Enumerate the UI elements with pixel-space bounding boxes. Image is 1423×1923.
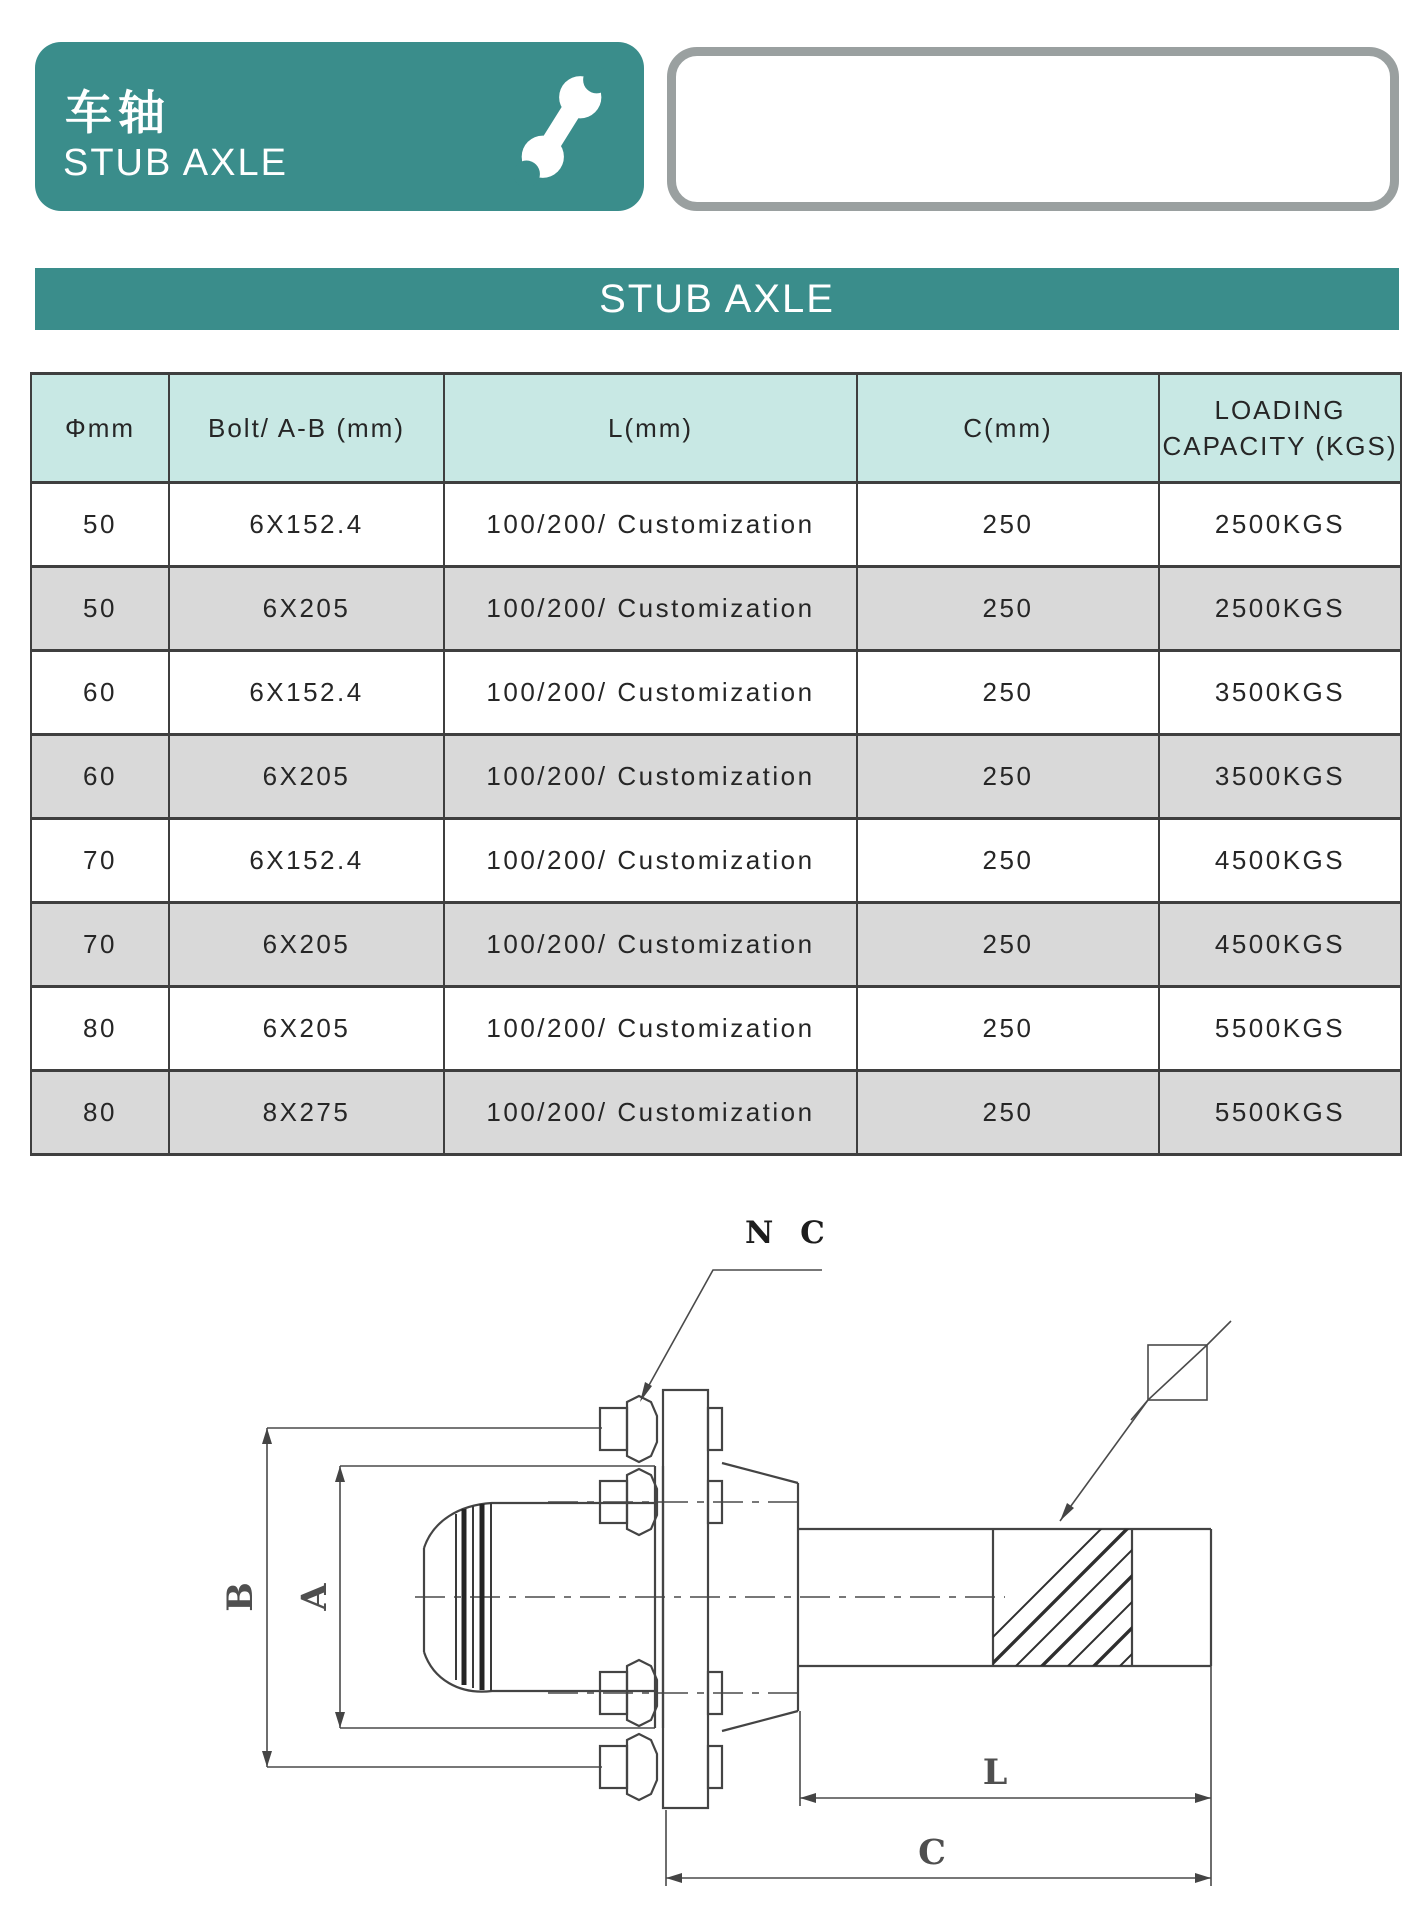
axle-section-hatch xyxy=(940,1510,1302,1690)
cell: 2500KGS xyxy=(1159,483,1401,567)
column-header-bolt: Bolt/ A-B (mm) xyxy=(169,374,444,483)
nc-label: N C xyxy=(745,1215,833,1251)
cell: 100/200/ Customization xyxy=(444,483,857,567)
wheel-stud-bottom xyxy=(600,1734,657,1800)
cell: 250 xyxy=(857,1071,1159,1155)
table-row xyxy=(31,567,1401,651)
product-title-zh: 车轴 xyxy=(65,86,171,139)
cell: 100/200/ Customization xyxy=(444,735,857,819)
table-body xyxy=(31,483,1401,1155)
cell: 5500KGS xyxy=(1159,987,1401,1071)
cell: 100/200/ Customization xyxy=(444,903,857,987)
cell: 70 xyxy=(31,819,169,903)
cell: 6X152.4 xyxy=(169,819,444,903)
dimension-c xyxy=(666,1806,1211,1886)
table-row xyxy=(31,483,1401,567)
product-header-card xyxy=(35,42,644,211)
cell: 6X205 xyxy=(169,735,444,819)
section-banner xyxy=(35,268,1399,330)
surface-symbol-leader xyxy=(1060,1321,1231,1521)
cell: 80 xyxy=(31,987,169,1071)
column-header-loading-capacity xyxy=(1159,374,1401,483)
cell: 100/200/ Customization xyxy=(444,1071,857,1155)
cell: 250 xyxy=(857,567,1159,651)
cell: 80 xyxy=(31,1071,169,1155)
cell: 250 xyxy=(857,483,1159,567)
cell: 70 xyxy=(31,903,169,987)
cell: 2500KGS xyxy=(1159,567,1401,651)
table-row xyxy=(31,1071,1401,1155)
table-row xyxy=(31,819,1401,903)
cell: 250 xyxy=(857,819,1159,903)
dim-label-a: A xyxy=(294,1583,335,1611)
cell: 250 xyxy=(857,987,1159,1071)
cell: 6X205 xyxy=(169,567,444,651)
cell: 250 xyxy=(857,651,1159,735)
cell: 4500KGS xyxy=(1159,819,1401,903)
cell: 250 xyxy=(857,735,1159,819)
column-header-diameter: Φmm xyxy=(31,374,169,483)
cell: 100/200/ Customization xyxy=(444,819,857,903)
loading-capacity-line2: CAPACITY (KGS) xyxy=(1162,431,1398,461)
wheel-stud-top xyxy=(600,1396,657,1462)
cell: 8X275 xyxy=(169,1071,444,1155)
cell: 6X152.4 xyxy=(169,483,444,567)
technical-drawing xyxy=(0,1150,1423,1923)
cell: 50 xyxy=(31,483,169,567)
product-title-en: STUB AXLE xyxy=(63,142,288,184)
dim-label-l: L xyxy=(982,1752,1008,1793)
cell: 6X205 xyxy=(169,987,444,1071)
spec-table xyxy=(30,372,1402,1156)
dimension-l xyxy=(800,1666,1211,1806)
cell: 6X152.4 xyxy=(169,651,444,735)
dim-label-c: C xyxy=(918,1832,946,1873)
wrench-icon xyxy=(514,66,610,186)
table-row xyxy=(31,735,1401,819)
cell: 4500KGS xyxy=(1159,903,1401,987)
cell: 60 xyxy=(31,735,169,819)
cell: 100/200/ Customization xyxy=(444,987,857,1071)
table-row xyxy=(31,651,1401,735)
cell: 6X205 xyxy=(169,903,444,987)
cell: 5500KGS xyxy=(1159,1071,1401,1155)
column-header-c: C(mm) xyxy=(857,374,1159,483)
table-row xyxy=(31,903,1401,987)
wheel-flange xyxy=(663,1390,708,1808)
column-header-l: L(mm) xyxy=(444,374,857,483)
dim-label-b: B xyxy=(220,1582,261,1612)
cell: 100/200/ Customization xyxy=(444,567,857,651)
loading-capacity-line1: LOADING xyxy=(1214,395,1346,425)
cell: 60 xyxy=(31,651,169,735)
table-row xyxy=(31,987,1401,1071)
section-title: STUB AXLE xyxy=(599,277,835,321)
flange-nut-blocks xyxy=(708,1408,722,1788)
cell: 3500KGS xyxy=(1159,651,1401,735)
cell: 250 xyxy=(857,903,1159,987)
cell: 100/200/ Customization xyxy=(444,651,857,735)
table-header-row xyxy=(31,374,1401,483)
cell: 50 xyxy=(31,567,169,651)
info-box xyxy=(667,47,1399,211)
nc-leader xyxy=(640,1215,833,1402)
cell: 3500KGS xyxy=(1159,735,1401,819)
